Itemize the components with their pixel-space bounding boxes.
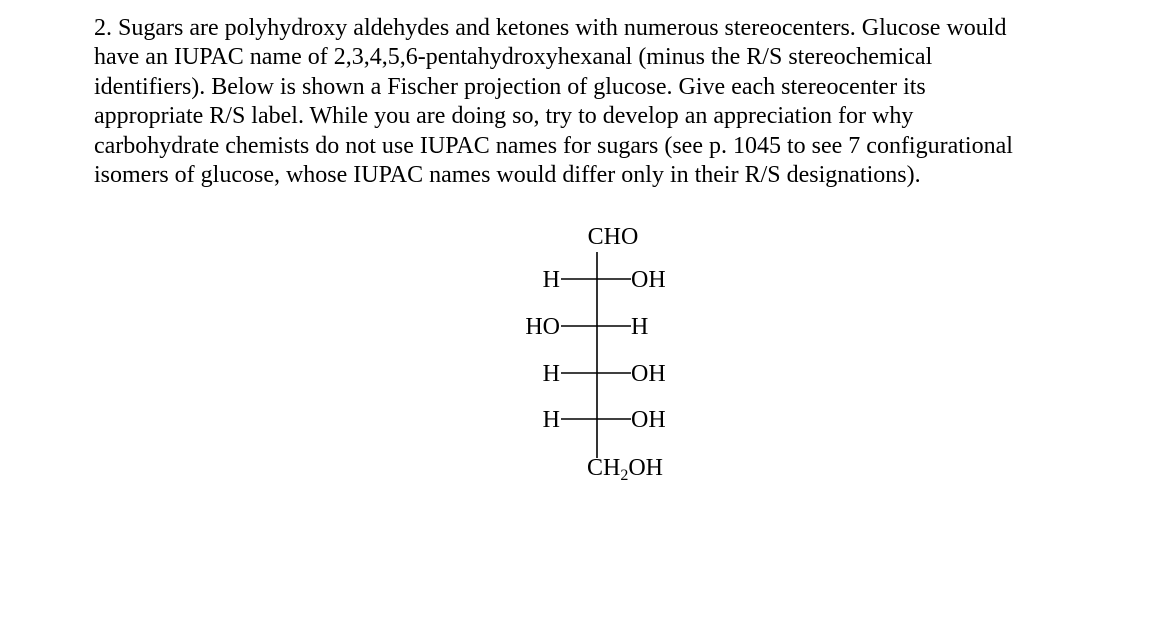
question-line: identifiers). Below is shown a Fischer projection of glucose. Give each stereocenter its (94, 73, 926, 100)
fischer-left-substituent: H (542, 361, 560, 387)
fischer-right-substituent: OH (631, 267, 666, 293)
question-line: 2. Sugars are polyhydroxy aldehydes and ketones with numerous stereocenters. Glucose would (94, 15, 1007, 41)
fischer-bottom-group (587, 455, 663, 484)
fischer-top-group: CHO (587, 224, 639, 250)
fischer-bottom-tail: OH (628, 455, 664, 481)
fischer-left-substituent: HO (525, 314, 560, 340)
fischer-right-substituent: OH (631, 361, 666, 387)
fischer-bottom-subscript: 2 (620, 467, 629, 484)
fischer-bottom-main: CH (587, 455, 621, 481)
fischer-left-substituent: H (542, 267, 560, 293)
fischer-left-substituent: H (542, 407, 560, 433)
fischer-right-substituent: OH (631, 407, 666, 433)
question-line: have an IUPAC name of 2,3,4,5,6-pentahydroxyhexanal (minus the R/S stereochemical (94, 44, 933, 71)
question-line: isomers of glucose, whose IUPAC names would differ only in their R/S designations). (94, 162, 921, 189)
question-line: carbohydrate chemists do not use IUPAC names for sugars (see p. 1045 to see 7 configurational (94, 132, 1013, 159)
fischer-right-substituent: H (631, 314, 649, 340)
question-line: appropriate R/S label. While you are doing so, try to develop an appreciation for why (94, 103, 914, 130)
